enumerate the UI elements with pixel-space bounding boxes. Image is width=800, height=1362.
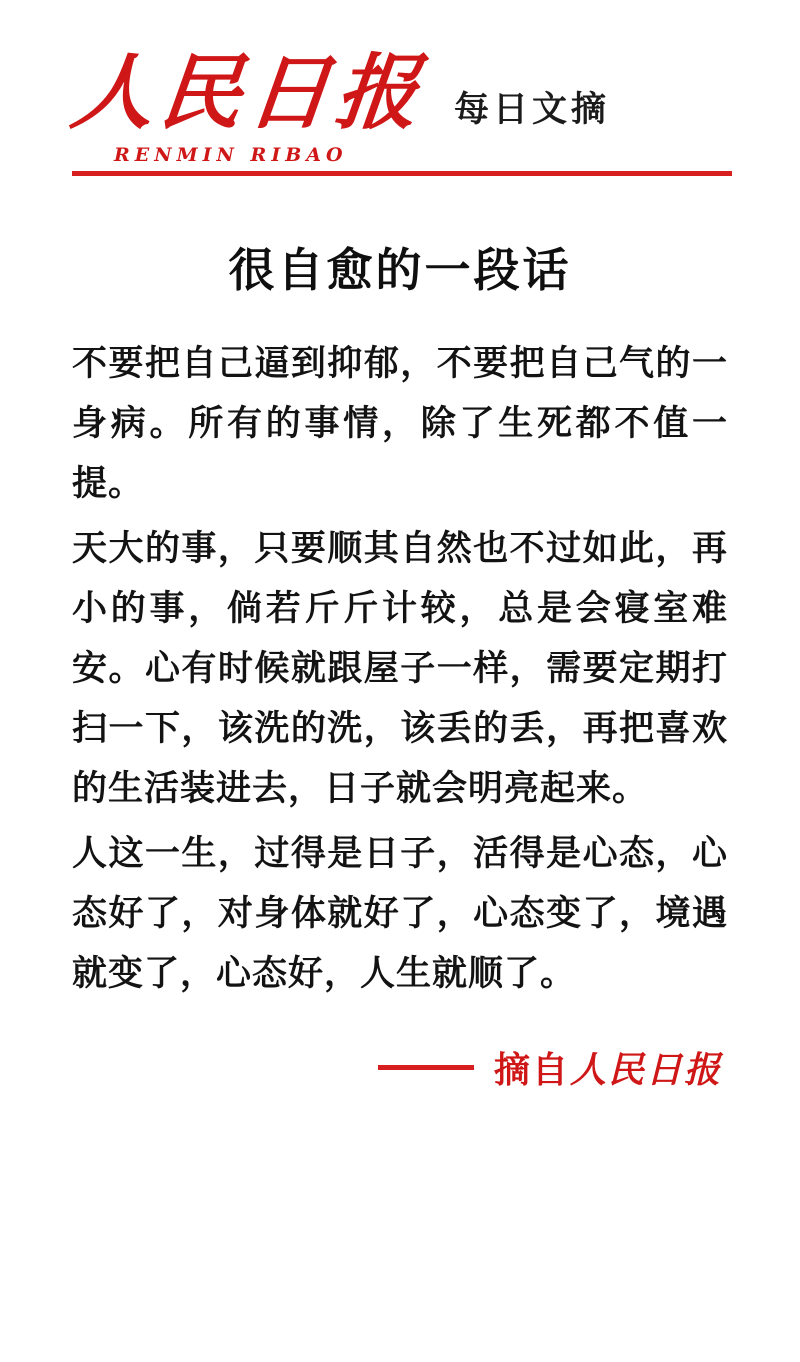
page-title: 很自愈的一段话 [228,243,572,297]
attribution [0,1008,800,1093]
masthead-tagline: 每日文摘 [454,90,611,130]
article-paragraph: 不要把自己逼到抑郁，不要把自己气的一身病。所有的事情，除了生死都不值一提。 [72,344,728,505]
masthead-divider [72,171,732,176]
logo-pinyin-text: RENMIN RIBAO [114,144,348,166]
attribution-source: 人民日报 [569,1049,722,1092]
article-paragraph: 天大的事，只要顺其自然也不过如此，再小的事，倘若斤斤计较，总是会寝室难安。心有时候就跟屋子一样，需要定期打扫一下，该洗的洗，该丢的丢，再把喜欢的生活装进去，日子就会明亮起来。 [72,528,728,810]
masthead-row [66,45,728,166]
masthead [0,0,800,176]
article-paragraph: 人这一生，过得是日子，活得是心态，心态好了，对身体就好了，心态变了，境遇就变了，心态好，人生就顺了。 [72,833,728,994]
article-body [0,176,800,1004]
attribution-text [494,1042,722,1093]
renmin-ribao-logo [66,45,430,166]
logo-chinese-text: 人民日报 [66,45,430,141]
attribution-prefix: 摘自 [493,1050,570,1092]
attribution-dash-icon [378,1065,474,1070]
